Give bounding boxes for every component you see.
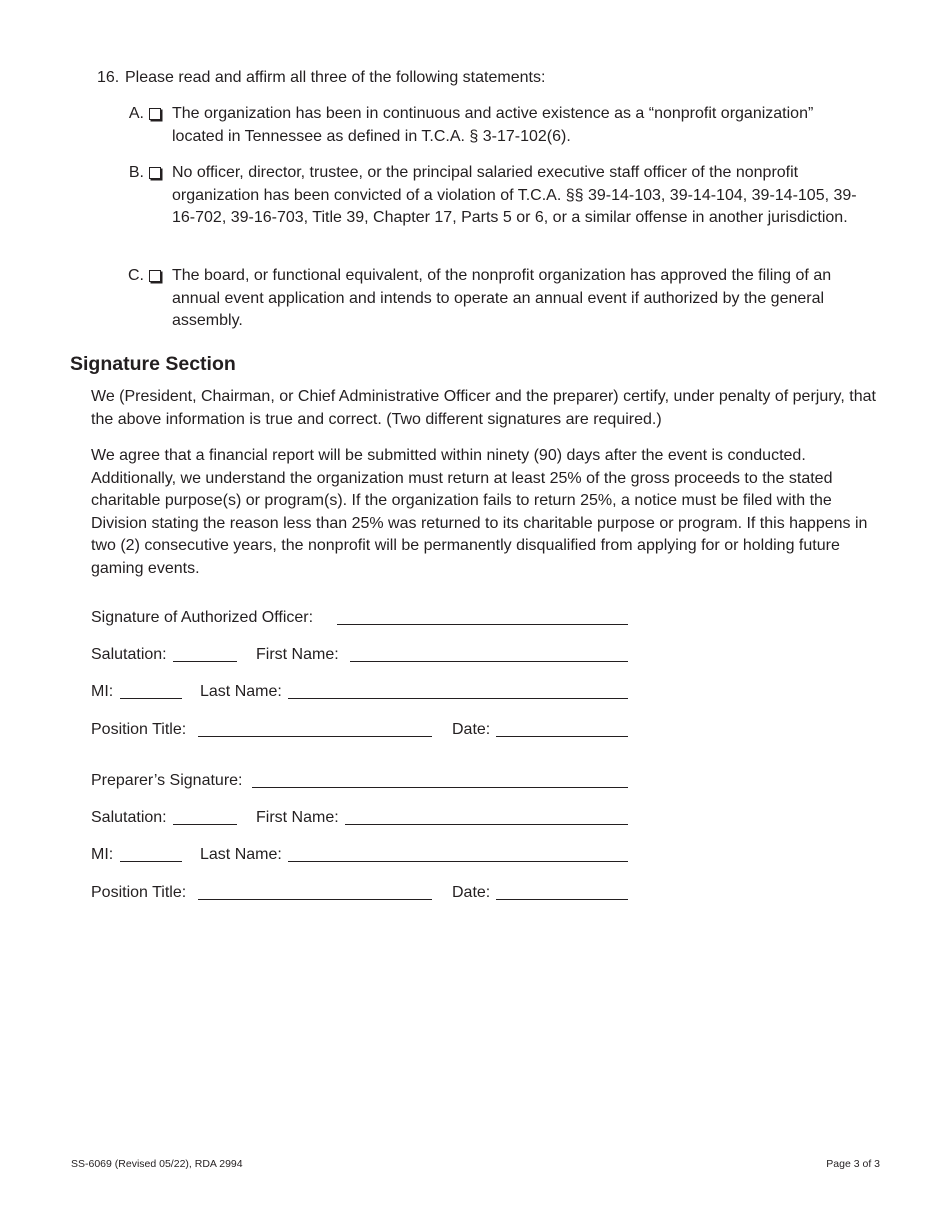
preparer-last-name-line[interactable] xyxy=(288,861,628,862)
preparer-signature-label: Preparer’s Signature: xyxy=(91,772,243,789)
question-16 xyxy=(97,67,545,89)
preparer-salutation-line[interactable] xyxy=(173,824,237,825)
officer-salutation-label: Salutation: xyxy=(91,646,167,663)
statement-letter: B. xyxy=(128,164,144,181)
certify-paragraph: We (President, Chairman, or Chief Administrative Officer and the preparer) certify, under penalty of perjury, that the above information is true and correct. (Two different signatures are required.) xyxy=(91,388,876,428)
preparer-position-title-label: Position Title: xyxy=(91,884,187,901)
officer-first-name-line[interactable] xyxy=(350,661,628,662)
officer-salutation-line[interactable] xyxy=(173,661,237,662)
signature-section-heading: Signature Section xyxy=(70,353,236,375)
officer-last-name-line[interactable] xyxy=(288,698,628,699)
statement-text: The organization has been in continuous and active existence as a “nonprofit organization” located in Tennessee as defined in T.C.A. § 3-17-102(6). xyxy=(172,105,814,145)
preparer-first-name-line[interactable] xyxy=(345,824,628,825)
officer-mi-label: MI: xyxy=(91,683,114,700)
statement-text: The board, or functional equivalent, of the nonprofit organization has approved the filing of an annual event application and intends to operate an annual event if authorized by the general assembly. xyxy=(172,267,832,329)
officer-date-line[interactable] xyxy=(496,736,628,737)
statement-b xyxy=(124,162,869,230)
statement-a xyxy=(124,103,869,148)
officer-first-name-label: First Name: xyxy=(256,646,339,663)
preparer-first-name-label: First Name: xyxy=(256,809,339,826)
officer-date-label: Date: xyxy=(452,721,491,738)
preparer-salutation-label: Salutation: xyxy=(91,809,167,826)
officer-signature-line[interactable] xyxy=(337,624,628,625)
question-prompt: Please read and affirm all three of the following statements: xyxy=(125,69,546,86)
statement-c-checkbox[interactable] xyxy=(149,270,161,282)
preparer-date-line[interactable] xyxy=(496,899,628,900)
footer-page-number: Page 3 of 3 xyxy=(826,1158,880,1170)
preparer-position-title-line[interactable] xyxy=(198,899,432,900)
statement-a-checkbox[interactable] xyxy=(149,108,161,120)
officer-position-title-line[interactable] xyxy=(198,736,432,737)
officer-mi-line[interactable] xyxy=(120,698,182,699)
footer-form-id: SS-6069 (Revised 05/22), RDA 2994 xyxy=(71,1158,243,1170)
statement-c xyxy=(124,265,869,333)
preparer-mi-label: MI: xyxy=(91,846,114,863)
officer-position-title-label: Position Title: xyxy=(91,721,187,738)
agreement-paragraph: We agree that a financial report will be submitted within ninety (90) days after the event is conducted. Additionally, we understand the organization must return at least 25% of the gross proceeds to the stated charitable purpose(s) or program(s). If the organization fails to return 25%, a notice must be filed with the Division stating the reason less than 25% was returned to its charitable purpose or program. If this happens in two (2) consecutive years, the nonprofit will be permanently disqualified from applying for or holding future gaming events. xyxy=(91,447,868,577)
statement-letter: A. xyxy=(128,105,144,122)
question-number: 16. xyxy=(97,69,120,86)
preparer-date-label: Date: xyxy=(452,884,491,901)
preparer-mi-line[interactable] xyxy=(120,861,182,862)
officer-last-name-label: Last Name: xyxy=(200,683,282,700)
preparer-signature-line[interactable] xyxy=(252,787,628,788)
preparer-last-name-label: Last Name: xyxy=(200,846,282,863)
officer-signature-label: Signature of Authorized Officer: xyxy=(91,609,314,626)
statement-letter: C. xyxy=(128,267,144,284)
statement-text: No officer, director, trustee, or the principal salaried executive staff officer of the nonprofit organization has been convicted of a violation of T.C.A. §§ 39-14-103, 39-14-104, 39-14-105, 39-16-702, 39-16-703, Title 39, Chapter 17, Parts 5 or 6, or a similar offense in another jurisdiction. xyxy=(172,164,857,226)
statement-b-checkbox[interactable] xyxy=(149,167,161,179)
